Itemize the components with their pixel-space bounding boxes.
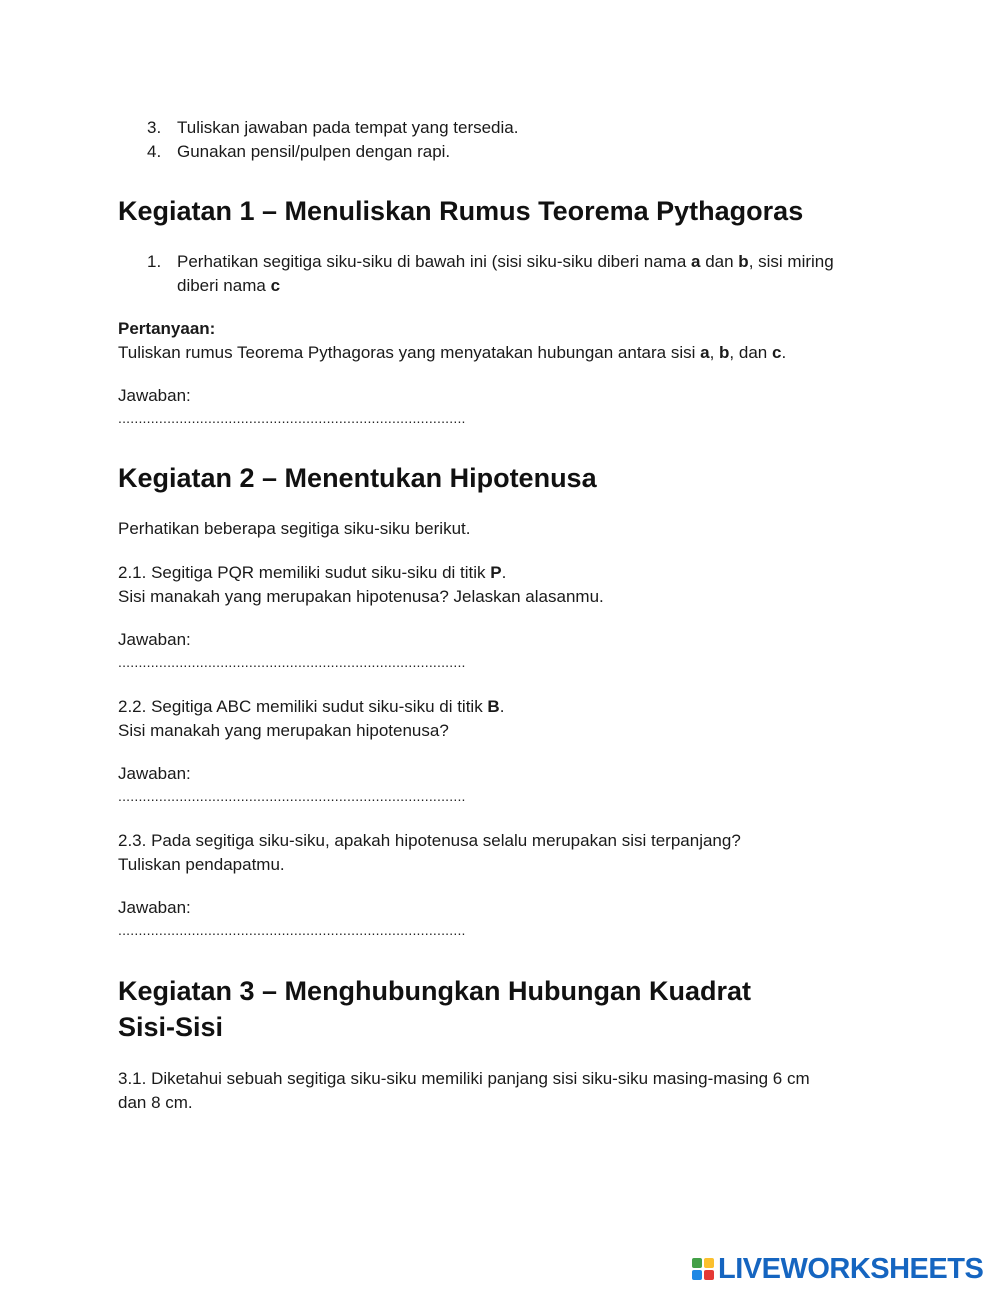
liveworksheets-logo — [692, 1252, 983, 1286]
answer-blank[interactable]: ..................................................................................... — [118, 788, 466, 804]
bold-variable: b — [719, 343, 730, 362]
kegiatan-1-heading: Kegiatan 1 – Menuliskan Rumus Teorema Pythagoras — [118, 196, 804, 226]
kegiatan-1-question — [118, 341, 786, 365]
text-segment: . — [501, 563, 507, 582]
bold-variable: c — [771, 343, 782, 362]
kegiatan-1-item-line-2 — [177, 274, 280, 298]
kegiatan-1-item-line-1 — [177, 250, 834, 274]
text-segment: dan — [700, 252, 739, 271]
answer-label: Jawaban: — [118, 386, 191, 405]
text-segment: . — [781, 343, 787, 362]
logo-text: LIVEWORKSHEETS — [718, 1252, 984, 1285]
text-segment: , — [709, 343, 720, 362]
answer-label: Jawaban: — [118, 898, 191, 917]
question-2-3: 2.3. Pada segitiga siku-siku, apakah hipotenusa selalu merupakan sisi terpanjang? — [118, 831, 741, 850]
instruction-text: Tuliskan jawaban pada tempat yang tersedia. — [177, 118, 519, 137]
question-label — [118, 317, 215, 341]
kegiatan-2-intro: Perhatikan beberapa segitiga siku-siku berikut. — [118, 519, 471, 538]
kegiatan-3-heading: Kegiatan 3 – Menghubungkan Hubungan Kuadrat — [118, 976, 752, 1006]
logo-block — [692, 1270, 702, 1280]
bold-variable: a — [691, 252, 701, 271]
logo-block — [704, 1270, 714, 1280]
logo-blocks-icon — [692, 1258, 714, 1280]
bold-variable: c — [270, 276, 281, 295]
question-3-1: 3.1. Diketahui sebuah segitiga siku-siku memiliki panjang sisi siku-siku masing-masing 6 cm — [118, 1069, 810, 1088]
answer-blank[interactable]: ..................................................................................... — [118, 654, 466, 670]
instruction-text: Gunakan pensil/pulpen dengan rapi. — [177, 142, 451, 161]
kegiatan-2-heading: Kegiatan 2 – Menentukan Hipotenusa — [118, 463, 597, 493]
bold-variable: b — [738, 252, 749, 271]
question-2-3-line-2: Tuliskan pendapatmu. — [118, 855, 285, 874]
instruction-number: 3. — [147, 118, 162, 137]
item-number: 1. — [147, 252, 162, 271]
text-segment: diberi nama — [177, 276, 271, 295]
instruction-number: 4. — [147, 142, 162, 161]
bold-variable: a — [700, 343, 710, 362]
text-segment: 2.1. Segitiga PQR memiliki sudut siku-siku di titik — [118, 563, 491, 582]
kegiatan-3-heading-line-2: Sisi-Sisi — [118, 1012, 224, 1042]
text-segment: Perhatikan segitiga siku-siku di bawah ini (sisi siku-siku diberi nama — [177, 252, 692, 271]
bold-variable: B — [487, 697, 500, 716]
text-segment: , dan — [729, 343, 772, 362]
question-2-2 — [118, 695, 504, 719]
answer-label: Jawaban: — [118, 630, 191, 649]
question-label-text: Pertanyaan: — [118, 319, 216, 338]
text-segment: , sisi miring — [748, 252, 834, 271]
question-2-1 — [118, 561, 506, 585]
text-segment: Tuliskan rumus Teorema Pythagoras yang menyatakan hubungan antara sisi — [118, 343, 701, 362]
logo-block — [692, 1258, 702, 1268]
answer-label: Jawaban: — [118, 764, 191, 783]
question-2-1-line-2: Sisi manakah yang merupakan hipotenusa? Jelaskan alasanmu. — [118, 587, 604, 606]
answer-blank[interactable]: ..................................................................................... — [118, 922, 466, 938]
text-segment: 2.2. Segitiga ABC memiliki sudut siku-siku di titik — [118, 697, 488, 716]
logo-block — [704, 1258, 714, 1268]
question-2-2-line-2: Sisi manakah yang merupakan hipotenusa? — [118, 721, 449, 740]
bold-variable: P — [490, 563, 502, 582]
answer-blank[interactable]: ..................................................................................... — [118, 410, 466, 426]
question-3-1-line-2: dan 8 cm. — [118, 1093, 193, 1112]
text-segment: . — [499, 697, 505, 716]
